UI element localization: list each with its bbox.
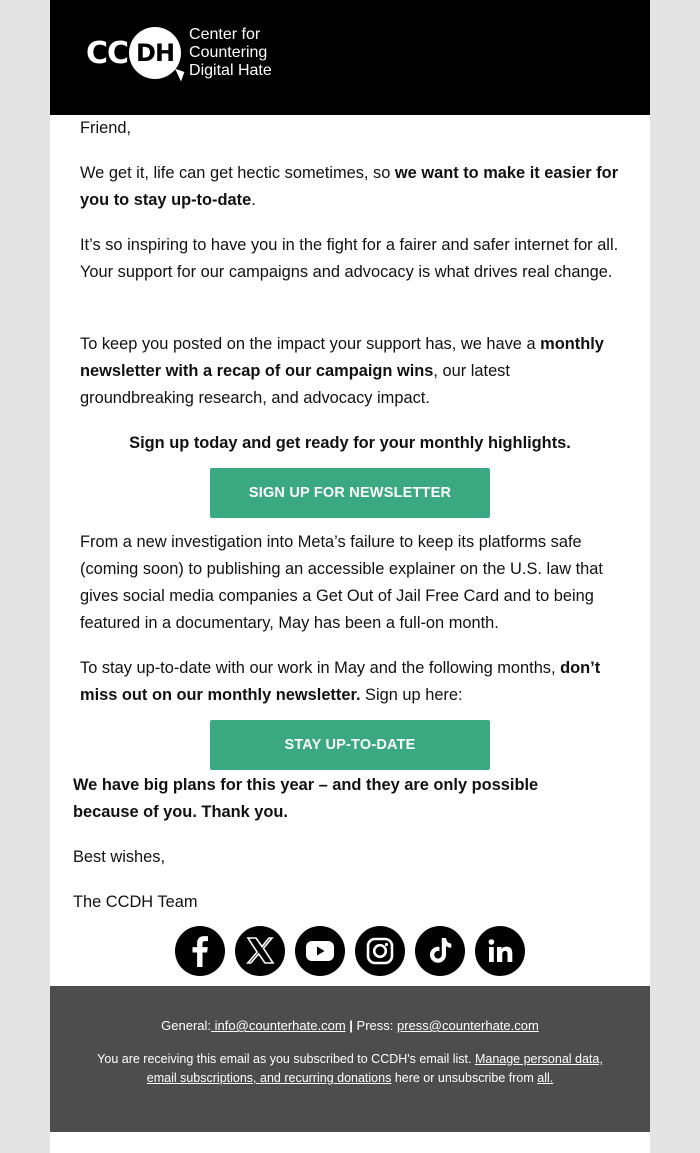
instagram-icon[interactable] (355, 926, 405, 976)
logo-line3: Digital Hate (189, 62, 272, 79)
logo-dh: DH (136, 39, 175, 67)
press-email-link[interactable]: press@counterhate.com (397, 1018, 539, 1033)
press-label: Press: (356, 1018, 397, 1033)
subscription-notice (90, 1050, 610, 1088)
paragraph-5 (80, 655, 625, 709)
notice-mid-text: here or unsubscribe from (391, 1071, 538, 1085)
email-body (50, 115, 650, 915)
ccdh-logo[interactable] (86, 26, 272, 80)
unsubscribe-all-link[interactable]: all. (537, 1071, 554, 1085)
contact-line (50, 1018, 650, 1033)
email-container (50, 0, 650, 1153)
signup-line: Sign up today and get ready for your monthly highlights. (129, 434, 571, 452)
p3-bold: monthly newsletter with a recap of our campaign wins (80, 335, 604, 380)
p1-post: . (251, 191, 256, 209)
p1-bold: we want to make it easier for you to stay up-to-date (80, 164, 619, 209)
email-footer (50, 986, 650, 1132)
p5-bold: don’t miss out on our monthly newsletter. (80, 659, 601, 704)
team-signature: The CCDH Team (73, 893, 198, 911)
contact-separator: | (345, 1018, 357, 1033)
paragraph-4: From a new investigation into Meta’s failure to keep its platforms safe (coming soon) to publishing an accessible explainer on the U.S. law that gives social media companies a Get Out of Jail Free Card and to being featured in a documentary, May has been a full-on month. (80, 533, 603, 632)
general-email-link[interactable]: info@counterhate.com (211, 1018, 346, 1033)
p5-post: Sign up here: (360, 686, 463, 704)
sign-up-newsletter-button[interactable]: SIGN UP FOR NEWSLETTER (210, 468, 490, 518)
sign-off: Best wishes, (73, 848, 166, 866)
social-links (175, 926, 525, 976)
logo-cc: CC (86, 35, 129, 71)
greeting: Friend, (80, 119, 132, 137)
paragraph-3 (80, 331, 625, 412)
paragraph-2: It’s so inspiring to have you in the fight for a fairer and safer internet for all. Your support for our campaigns and advocacy is what drives real change. (80, 236, 619, 281)
manage-subscriptions-link[interactable]: Manage personal data, email subscriptions, and recurring donations (146, 1052, 603, 1085)
general-label: General: (161, 1018, 212, 1033)
logo-line2: Countering (189, 44, 268, 61)
logo-dh-bubble (129, 27, 181, 79)
p3-post: , our latest groundbreaking research, and advocacy impact. (80, 362, 510, 407)
p1-text: We get it, life can get hectic sometimes, so (80, 164, 395, 182)
facebook-icon[interactable] (175, 926, 225, 976)
stay-up-to-date-button[interactable]: STAY UP-TO-DATE (210, 720, 490, 770)
p5-text: To stay up-to-date with our work in May and the following months, (80, 659, 561, 677)
paragraph-1 (80, 160, 620, 214)
email-header (50, 0, 650, 115)
closing-statement: We have big plans for this year – and they are only possible because of you. Thank you. (73, 776, 539, 821)
logo-line1: Center for (189, 26, 261, 43)
tiktok-icon[interactable] (415, 926, 465, 976)
p3-text: To keep you posted on the impact your support has, we have a (80, 335, 541, 353)
youtube-icon[interactable] (295, 926, 345, 976)
notice-text: You are receiving this email as you subscribed to CCDH's email list. (97, 1052, 475, 1066)
linkedin-icon[interactable] (475, 926, 525, 976)
x-icon[interactable] (235, 926, 285, 976)
logo-text (189, 26, 272, 80)
